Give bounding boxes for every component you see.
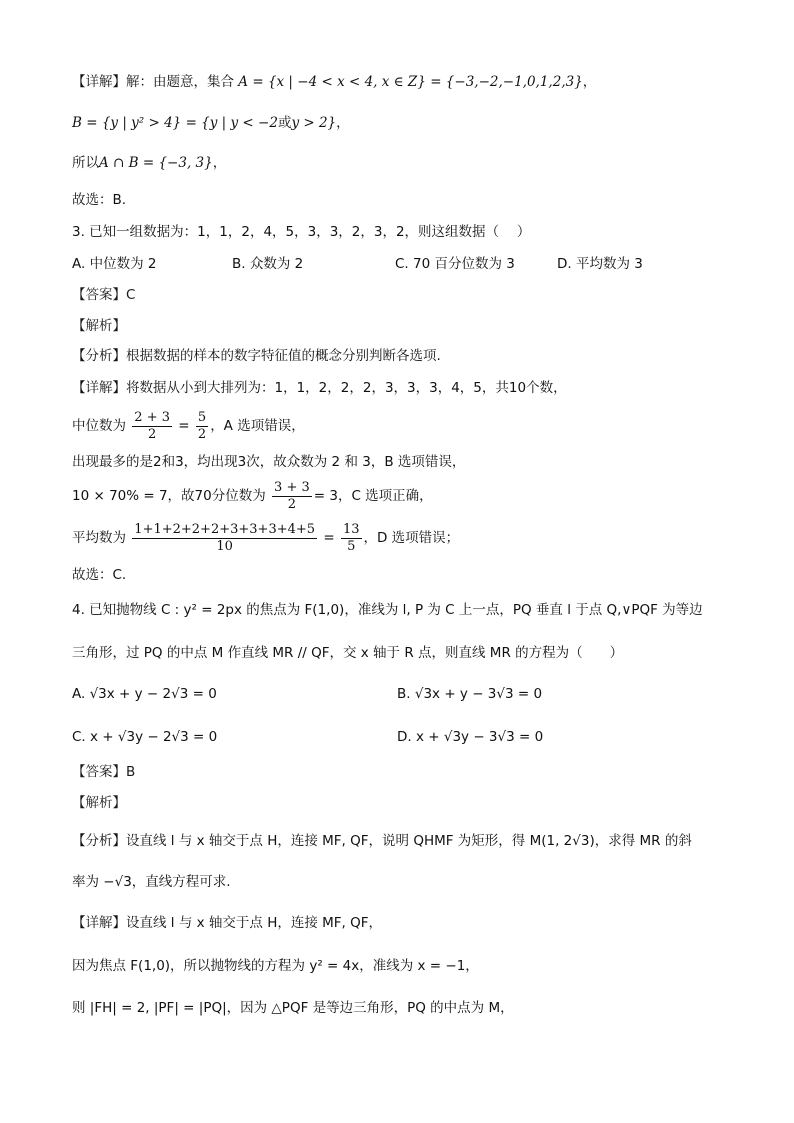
detail-text: 所以	[72, 155, 99, 171]
q3-option-a: A. 中位数为 2	[72, 256, 157, 272]
numerator: 5	[197, 409, 207, 425]
q3-choose: 故选：C.	[72, 567, 127, 583]
median-label: 中位数为	[72, 418, 126, 434]
mean-verdict: ，D 选项错误；	[363, 530, 460, 546]
fraction	[132, 522, 317, 555]
denominator: 2	[287, 496, 297, 512]
fraction	[132, 410, 172, 443]
mean-label: 平均数为	[72, 530, 126, 546]
denominator: 10	[216, 538, 233, 554]
q3-option-c: C. 70 百分位数为 3	[395, 256, 515, 272]
numerator: 3 + 3	[274, 479, 310, 495]
q4-detail-line1: 【详解】设直线 l 与 x 轴交于点 H，连接 MF, QF，	[72, 915, 383, 931]
detail-text: 解：由题意，集合	[126, 74, 234, 90]
q4-detail-line3: 则 |FH| = 2, |PF| = |PQ|，因为 △PQF 是等边三角形，PQ 的中点为 M，	[72, 1000, 514, 1016]
q3-median-line	[72, 408, 305, 444]
q4-answer: 【答案】B	[72, 764, 136, 780]
set-b-formula-b: y > 2}	[291, 115, 337, 131]
q4-option-d: D. x + √3y − 3√3 = 0	[397, 729, 544, 745]
q3-option-b: B. 众数为 2	[232, 256, 304, 272]
equals: =	[178, 418, 190, 434]
q3-percentile-line	[72, 478, 433, 514]
q3-answer: 【答案】C	[72, 287, 136, 303]
q4-stem-line1: 4. 已知抛物线 C : y² = 2px 的焦点为 F(1,0)，准线为 l, P 为 C 上一点，PQ 垂直 l 于点 Q,∨PQF 为等边	[72, 602, 703, 618]
choose-b: 故选：B.	[72, 192, 127, 208]
q4-jiexi: 【解析】	[72, 795, 126, 811]
q3-mode-line: 出现最多的是2和3，均出现3次，故众数为 2 和 3，B 选项错误，	[72, 454, 466, 470]
median-verdict: ，A 选项错误，	[210, 418, 305, 434]
q4-fenxi-line1: 【分析】设直线 l 与 x 轴交于点 H，连接 MF, QF，说明 QHMF 为矩形，得 M(1, 2√3)，求得 MR 的斜	[72, 833, 692, 849]
percentile-verdict: = 3，C 选项正确，	[313, 488, 433, 504]
denominator: 5	[347, 538, 356, 554]
percentile-label: 10 × 70% = 7，故70分位数为	[72, 488, 266, 504]
intersection-formula: A ∩ B = {−3, 3}	[99, 155, 213, 171]
fraction	[272, 480, 312, 513]
q4-fenxi-line2: 率为 −√3，直线方程可求.	[72, 874, 231, 890]
q4-option-a: A. √3x + y − 2√3 = 0	[72, 686, 217, 702]
q3-jiexi: 【解析】	[72, 318, 126, 334]
q4-detail-line2: 因为焦点 F(1,0)，所以抛物线的方程为 y² = 4x，准线为 x = −1，	[72, 958, 479, 974]
or-text: 或	[277, 115, 292, 131]
numerator: 2 + 3	[134, 409, 170, 425]
q3-stem: 3. 已知一组数据为：1，1，2，4，5，3，3，2，3，2，则这组数据（ ）	[72, 224, 531, 240]
q4-option-c: C. x + √3y − 2√3 = 0	[72, 729, 218, 745]
punct: ，	[212, 155, 227, 171]
detail-line-intersection	[72, 153, 226, 173]
equals: =	[323, 530, 335, 546]
q3-option-d: D. 平均数为 3	[557, 256, 643, 272]
denominator: 2	[148, 426, 157, 442]
punct: ，	[582, 74, 597, 90]
q4-stem-line2: 三角形，过 PQ 的中点 M 作直线 MR // QF，交 x 轴于 R 点，则直线 MR 的方程为（ ）	[72, 645, 624, 661]
detail-tag: 【详解】	[72, 74, 126, 90]
numerator: 13	[342, 521, 360, 537]
punct: ，	[336, 115, 350, 131]
q3-fenxi: 【分析】根据数据的样本的数字特征值的概念分别判断各选项.	[72, 348, 441, 364]
detail-line-set-b	[72, 113, 350, 133]
set-a-formula: A = {x | −4 < x < 4, x ∈ Z} = {−3,−2,−1,0,1,2,3}	[238, 74, 583, 90]
fraction	[341, 522, 362, 555]
q4-option-b: B. √3x + y − 3√3 = 0	[397, 686, 543, 702]
fraction	[196, 410, 208, 443]
detail-line-set-a	[72, 72, 596, 92]
denominator: 2	[197, 426, 207, 442]
q3-mean-line	[72, 520, 459, 556]
q3-detail: 【详解】将数据从小到大排列为：1，1，2，2，2，3，3，3，4，5，共10个数，	[72, 380, 567, 396]
set-b-formula-a: B = {y | y² > 4} = {y | y < −2	[72, 115, 278, 131]
numerator: 1+1+2+2+2+3+3+3+4+5	[134, 521, 316, 537]
